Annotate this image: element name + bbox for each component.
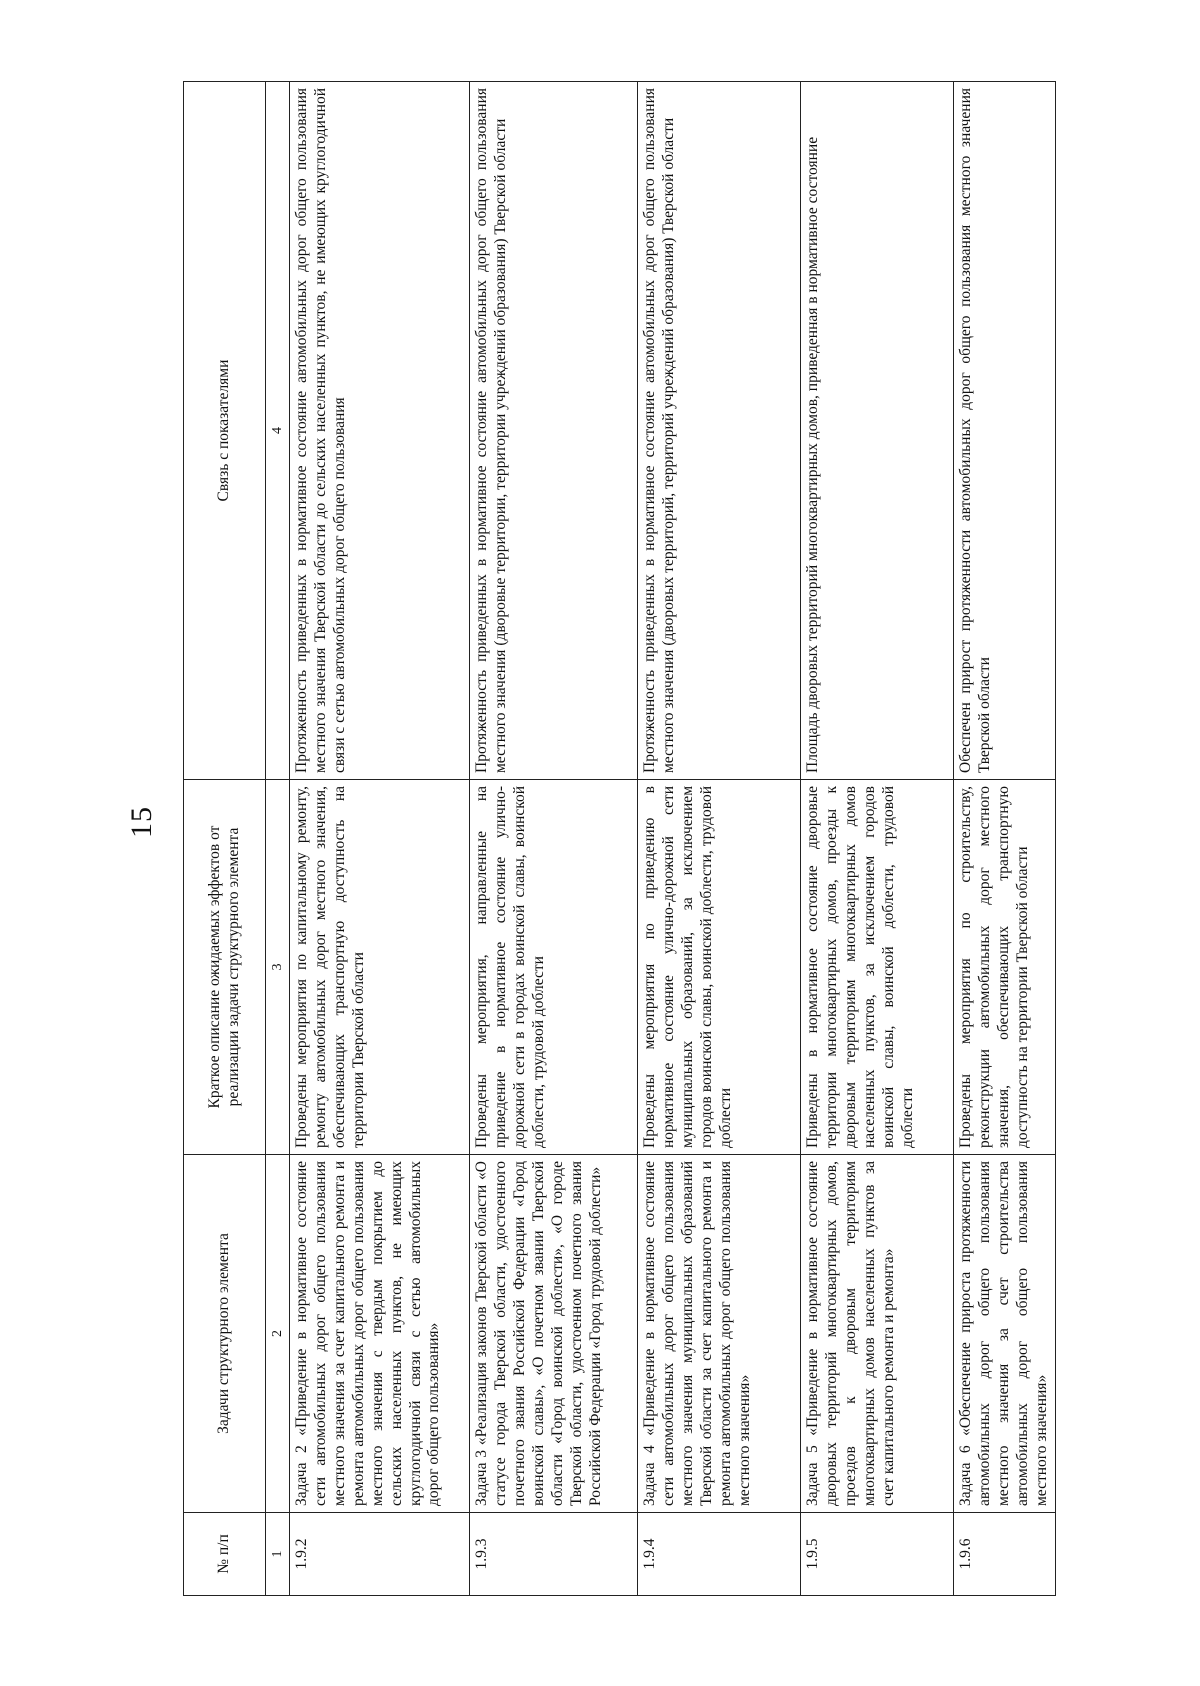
row-link: Протяженность приведенных в нормативное состояние автомобильных дорог общего пользования местного значения (дворовые территории, территории учреждений образования) Тверской области [470, 82, 638, 780]
rotated-table-sheet [183, 82, 1050, 1596]
row-num: 1.9.6 [954, 1513, 1056, 1596]
row-task: Задача 2 «Приведение в нормативное состояние сети автомобильных дорог общего пользования местного значения за счет капитального ремонта и ремонта автомобильных дорог общего пользования местного значения с твердым покрытием до сельских населенных пунктов, не имеющих круглогодичной связи с сетью автомобильных дорог общего пользования» [290, 1155, 470, 1513]
row-task: Задача 4 «Приведение в нормативное состояние сети автомобильных дорог общего пользования местного значения муниципальных образований Тверской области за счет капитального ремонта и ремонта автомобильных дорог общего пользования местного значения» [638, 1155, 801, 1513]
row-num: 1.9.2 [290, 1513, 470, 1596]
row-task: Задача 6 «Обеспечение прироста протяженности автомобильных дорог общего пользования местного значения за счет строительства автомобильных дорог общего пользования местного значения» [954, 1155, 1056, 1513]
row-task: Задача 3 «Реализация законов Тверской области «О статусе города Тверской области, удостоенного почетного звания Российской Федерации «Город воинской славы», «О почетном звании Тверской области «Город воинской доблести», «О городе Тверской области, удостоенном почетного звания Российской Федерации «Город трудовой доблести» [470, 1155, 638, 1513]
row-effects: Проведены мероприятия по строительству, реконструкции автомобильных дорог местного значения, обеспечивающих транспортную доступность на территории Тверской области [954, 780, 1056, 1155]
col-index-4: 4 [266, 82, 290, 780]
row-effects: Проведены мероприятия по капитальному ремонту, ремонту автомобильных дорог местного значения, обеспечивающих транспортную доступность на территории Тверской области [290, 780, 470, 1155]
header-link: Связь с показателями [184, 82, 266, 780]
header-num: № п/п [184, 1513, 266, 1596]
row-effects: Проведены мероприятия, направленные на приведение в нормативное состояние улично-дорожной сети в городах воинской славы, воинской доблести, трудовой доблести [470, 780, 638, 1155]
row-num: 1.9.3 [470, 1513, 638, 1596]
tasks-table [183, 81, 1056, 1596]
header-task: Задачи структурного элемента [184, 1155, 266, 1513]
col-index-1: 1 [266, 1513, 290, 1596]
row-num: 1.9.4 [638, 1513, 801, 1596]
table-row [290, 82, 470, 1596]
col-index-3: 3 [266, 780, 290, 1155]
table-row [801, 82, 954, 1596]
page-number: 15 [125, 806, 158, 838]
table-row [470, 82, 638, 1596]
row-link: Обеспечен прирост протяженности автомобильных дорог общего пользования местного значения Тверской области [954, 82, 1056, 780]
row-link: Протяженность приведенных в нормативное состояние автомобильных дорог общего пользования местного значения Тверской области до сельских населенных пунктов, не имеющих круглогодичной связи с сетью автомобильных дорог общего пользования [290, 82, 470, 780]
header-effects: Краткое описание ожидаемых эффектов от реализации задачи структурного элемента [184, 780, 266, 1155]
row-effects: Проведены мероприятия по приведению в нормативное состояние улично-дорожной сети муниципальных образований, за исключением городов воинской славы, воинской доблести, трудовой доблести [638, 780, 801, 1155]
row-link: Протяженность приведенных в нормативное состояние автомобильных дорог общего пользования местного значения (дворовых территорий, территорий учреждений образования) Тверской области [638, 82, 801, 780]
row-num: 1.9.5 [801, 1513, 954, 1596]
row-link: Площадь дворовых территорий многоквартирных домов, приведенная в нормативное состояние [801, 82, 954, 780]
col-index-2: 2 [266, 1155, 290, 1513]
row-effects: Приведены в нормативное состояние дворовые территории многоквартирных домов, проезды к дворовым территориям многоквартирных домов населенных пунктов, за исключением городов воинской славы, воинской доблести, трудовой доблести [801, 780, 954, 1155]
table-row [954, 82, 1056, 1596]
row-task: Задача 5 «Приведение в нормативное состояние дворовых территорий многоквартирных домов, проездов к дворовым территориям многоквартирных домов населенных пунктов за счет капитального ремонта и ремонта» [801, 1155, 954, 1513]
table-row [638, 82, 801, 1596]
